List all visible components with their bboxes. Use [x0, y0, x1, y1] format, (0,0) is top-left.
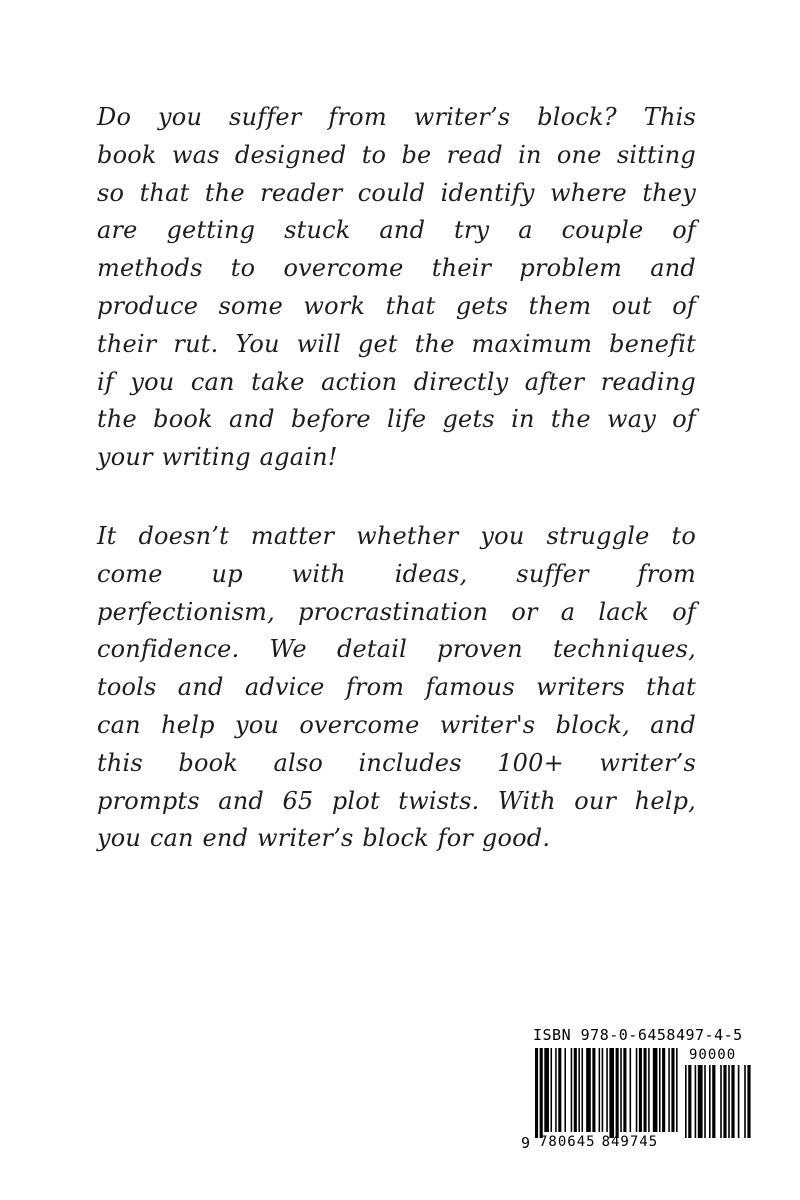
blurb-line: methods to overcome their problem and: [97, 254, 696, 283]
barcode-bar: [620, 1048, 622, 1132]
barcode-bar: [720, 1065, 722, 1138]
blurb-line: produce some work that gets them out of: [97, 291, 696, 320]
blurb-line: can help you overcome writer's block, and: [97, 710, 696, 739]
barcode-bar: [592, 1048, 595, 1132]
blurb-line: their rut. You will get the maximum benefit: [97, 329, 696, 358]
barcode-bar: [586, 1048, 591, 1132]
isbn-barcode: [519, 1017, 755, 1161]
barcode-bar: [738, 1065, 740, 1138]
blurb-paragraph-1: [97, 99, 696, 477]
barcode-bar: [599, 1048, 601, 1132]
barcode-bar: [688, 1065, 691, 1138]
ean-left-digits: 780645: [539, 1134, 596, 1150]
barcode-bar: [555, 1048, 557, 1132]
blurb-line: It doesn’t matter whether you struggle to: [97, 522, 696, 550]
blurb-line: tools and advice from famous writers that: [97, 673, 696, 702]
barcode-bar: [609, 1048, 614, 1138]
blurb-line: if you can take action directly after reading: [97, 367, 696, 396]
barcode-bar: [644, 1048, 647, 1132]
blurb-line: the book and before life gets in the way of: [97, 405, 696, 434]
barcode-bar: [698, 1065, 703, 1138]
barcode-bar: [676, 1048, 678, 1132]
barcode-bar: [606, 1048, 608, 1132]
blurb-line: are getting stuck and try a couple of: [97, 216, 696, 245]
barcode-bar: [648, 1048, 650, 1132]
barcode-bar: [747, 1065, 750, 1138]
barcode-bar: [653, 1048, 658, 1132]
barcode-bar: [578, 1048, 580, 1132]
barcode-bar: [623, 1048, 626, 1132]
barcode-bar: [659, 1048, 661, 1132]
barcode-bar: [551, 1048, 553, 1132]
barcode-bar: [535, 1048, 538, 1138]
barcode-bar: [602, 1048, 604, 1132]
barcode-bar: [685, 1065, 687, 1138]
barcode-bar: [723, 1065, 726, 1138]
blurb-line: so that the reader could identify where they: [97, 178, 696, 207]
barcode-bar: [712, 1065, 715, 1138]
barcode-bar: [704, 1065, 706, 1138]
barcode-bar: [616, 1048, 619, 1138]
blurb-line: this book also includes 100+ writer’s: [97, 748, 696, 777]
barcode-bar: [731, 1065, 734, 1138]
barcode-bar: [728, 1065, 730, 1138]
barcode-bar: [630, 1048, 632, 1132]
blurb-line: come up with ideas, suffer from: [97, 559, 696, 588]
barcode-bar: [540, 1048, 543, 1138]
price-code: 90000: [689, 1047, 737, 1063]
barcode-bar: [709, 1065, 711, 1138]
barcode-bar: [544, 1048, 549, 1132]
blurb-paragraph-2: [97, 518, 696, 858]
barcode-bar: [668, 1048, 670, 1132]
blurb-line: perfectionism, procrastination or a lack of: [97, 597, 696, 626]
isbn-label: ISBN 978-0-6458497-4-5: [533, 1026, 743, 1044]
barcode-bar: [744, 1065, 746, 1138]
barcode-bar: [582, 1048, 584, 1132]
blurb-line: Do you suffer from writer’s block? This: [97, 103, 696, 131]
barcode-bar: [671, 1048, 674, 1132]
barcode-bar: [558, 1048, 561, 1132]
blurb-line: confidence. We detail proven techniques,: [97, 635, 696, 664]
ean-right-digits: 849745: [601, 1134, 659, 1150]
blurb-line: book was designed to be read in one sitting: [97, 140, 696, 169]
barcode-bar: [639, 1048, 642, 1132]
barcode-bar: [571, 1048, 573, 1132]
barcode-bar: [695, 1065, 697, 1138]
barcode-bar: [564, 1048, 566, 1132]
ean-first-digit: 9: [521, 1134, 531, 1152]
blurb-line: prompts and 65 plot twists. With our help,: [97, 786, 696, 815]
ean-digits: [539, 1134, 658, 1150]
blurb-line: you can end writer’s block for good.: [97, 824, 551, 853]
blurb-line: your writing again!: [97, 443, 338, 472]
barcode-bar: [636, 1048, 638, 1132]
barcode-bar: [662, 1048, 665, 1132]
barcode-bar: [574, 1048, 577, 1132]
